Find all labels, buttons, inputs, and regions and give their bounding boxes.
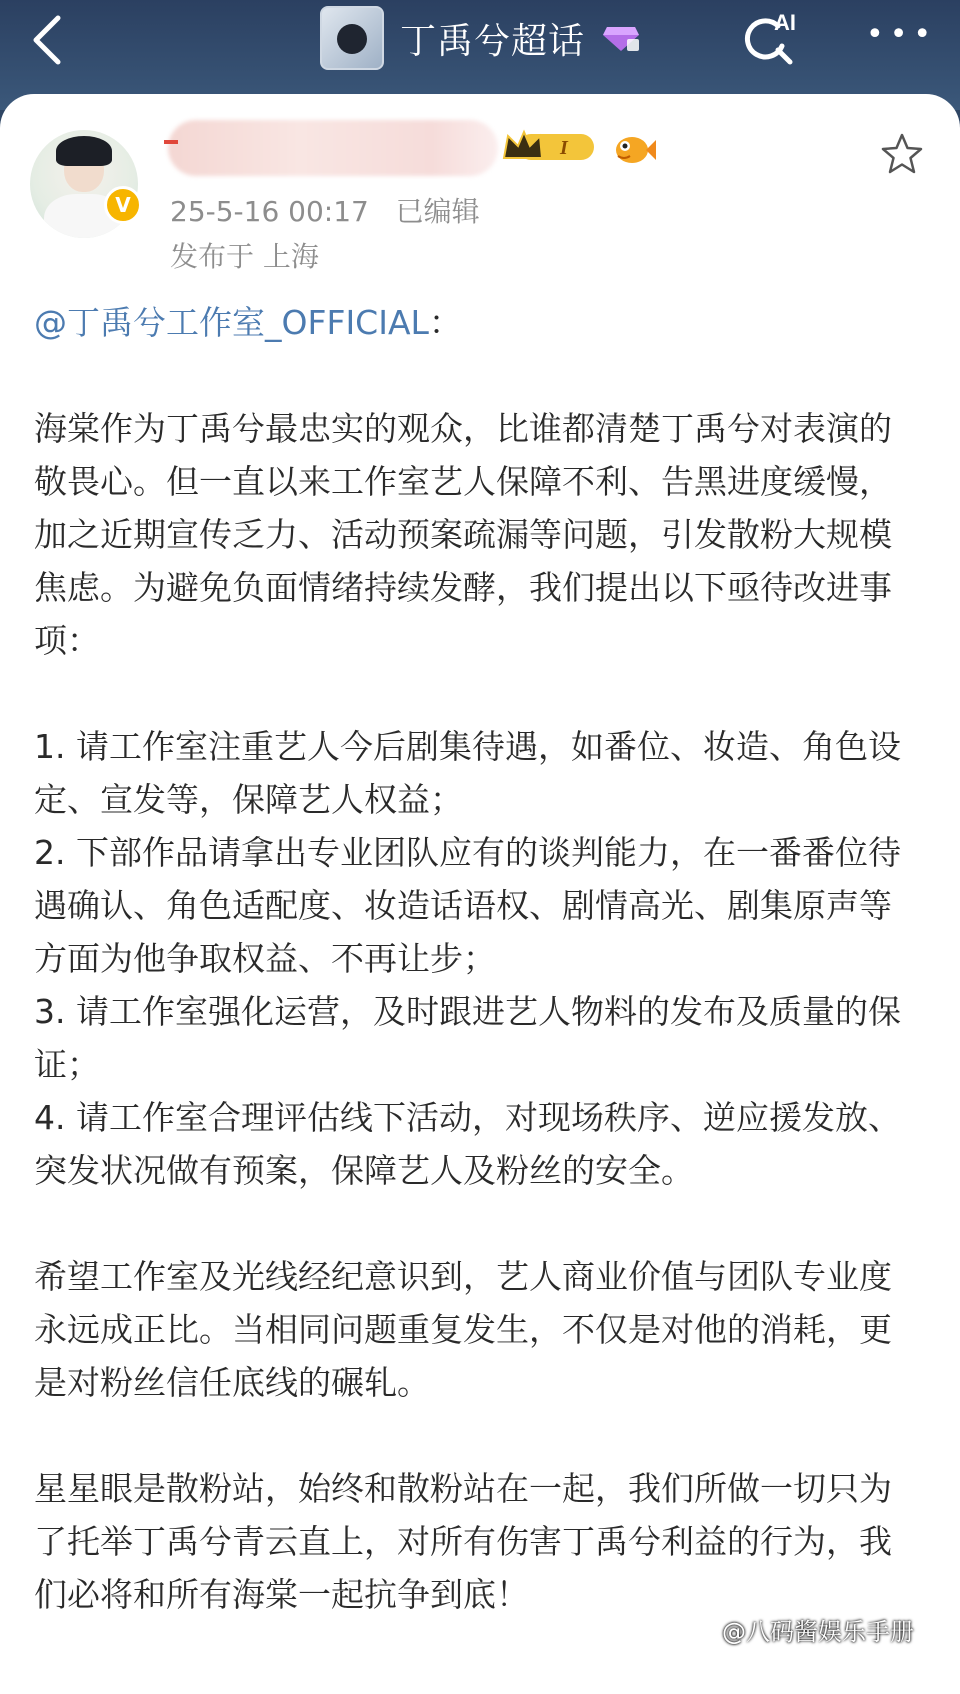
post-timestamp: 25-5-16 00:17 — [170, 195, 369, 228]
list-item: 1. 请工作室注重艺人今后剧集待遇，如番位、妆造、角色设定、宣发等，保障艺人权益； — [34, 727, 901, 819]
more-options-button[interactable]: ••• — [866, 17, 938, 52]
author-name-blurred[interactable] — [168, 120, 498, 176]
page-title: 丁禹兮超话 — [400, 20, 586, 62]
topic-avatar — [320, 6, 384, 70]
post-meta-time — [170, 190, 480, 230]
watermark: @八码酱娱乐手册 — [722, 1618, 914, 1646]
favorite-star-icon[interactable] — [880, 132, 924, 176]
list-item: 2. 下部作品请拿出专业团队应有的谈判能力，在一番番位待遇确认、角色适配度、妆造话语权、剧情高光、剧集原声等方面为他争取权益、不再让步； — [34, 833, 901, 978]
mention-line — [34, 296, 914, 349]
verified-badge: V — [104, 186, 142, 224]
mention-suffix: ： — [428, 303, 462, 342]
topic-header[interactable] — [320, 6, 641, 70]
post-content — [34, 296, 914, 1621]
diamond-level-icon — [601, 23, 641, 53]
mention-link[interactable]: @丁禹兮工作室_OFFICIAL — [34, 303, 429, 342]
list-item: 3. 请工作室强化运营，及时跟进艺人物料的发布及质量的保证； — [34, 992, 901, 1084]
list-item: 4. 请工作室合理评估线下活动，对现场秩序、逆应援发放、突发状况做有预案，保障艺人及粉丝的安全。 — [34, 1098, 901, 1190]
post-paragraph-hope: 希望工作室及光线经纪意识到，艺人商业价值与团队专业度永远成正比。当相同问题重复发生，不仅是对他的消耗，更是对粉丝信任底线的碾轧。 — [34, 1257, 892, 1402]
ai-label: AI — [774, 10, 796, 35]
post-paragraph-intro: 海棠作为丁禹兮最忠实的观众，比谁都清楚丁禹兮对表演的敬畏心。但一直以来工作室艺人保障不利、告黑进度缓慢，加之近期宣传乏力、活动预案疏漏等问题，引发散粉大规模焦虑。为避免负面情绪持续发酵，我们提出以下亟待改进事项： — [34, 409, 892, 660]
post-location: 发布于 上海 — [170, 240, 319, 273]
chevron-left-icon[interactable] — [28, 10, 68, 70]
crown-level-badge-icon — [500, 128, 598, 166]
fish-emoji-icon — [610, 128, 656, 168]
post-paragraph-closing: 星星眼是散粉站，始终和散粉站在一起，我们所做一切只为了托举丁禹兮青云直上，对所有伤害丁禹兮利益的行为，我们必将和所有海棠一起抗争到底！ — [34, 1469, 892, 1614]
edited-label: 已编辑 — [395, 195, 480, 228]
ai-search-icon[interactable] — [738, 6, 802, 70]
author-name — [164, 140, 178, 144]
badge-level: I — [560, 137, 568, 159]
